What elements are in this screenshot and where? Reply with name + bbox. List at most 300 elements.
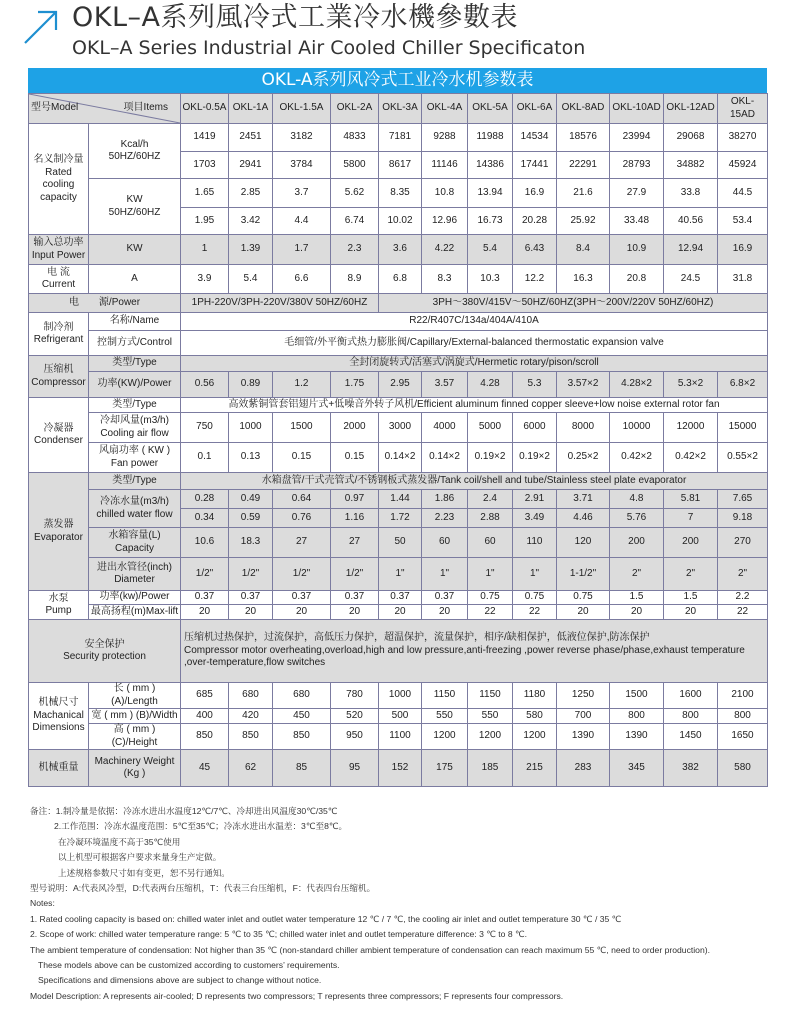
spec-value: 60 — [468, 528, 513, 558]
table-row — [29, 724, 768, 750]
spec-value: 0.37 — [422, 591, 468, 605]
spec-value: 800 — [718, 709, 768, 724]
table-row — [29, 709, 768, 724]
spec-value: 45924 — [718, 152, 768, 179]
spec-value: 17441 — [513, 152, 557, 179]
spec-value: 0.49 — [229, 490, 273, 509]
spec-span-cell: 水箱盘管/干式壳管式/不锈钢板式蒸发器/Tank coil/shell and tube/Stainless steel plate evaporator — [181, 473, 768, 490]
row-label: Machinery Weight (Kg ) — [89, 750, 181, 787]
spec-value: 40.56 — [664, 208, 718, 235]
spec-value: 27 — [331, 528, 379, 558]
spec-value: 0.42×2 — [664, 443, 718, 473]
row-label: 最高扬程(m)Max-lift — [89, 605, 181, 620]
row-label: 制冷剂 Refrigerant — [29, 313, 89, 356]
table-row — [29, 398, 768, 413]
spec-value: 850 — [181, 724, 229, 750]
page-subtitle: OKL–A Series Industrial Air Cooled Chiller Specificaton — [72, 37, 586, 59]
row-label: 风扇功率 ( KW ) Fan power — [89, 443, 181, 473]
note-en: Notes: — [30, 898, 55, 909]
row-label: 输入总功率 Input Power — [29, 235, 89, 265]
spec-value: 0.56 — [181, 372, 229, 398]
spec-span-cell: 3PH～380V/415V～50HZ/60HZ(3PH～200V/220V 50HZ/60HZ) — [379, 294, 768, 313]
spec-value: 0.14×2 — [379, 443, 422, 473]
spec-value: 2.23 — [422, 509, 468, 528]
spec-value: 16.73 — [468, 208, 513, 235]
spec-value: 200 — [664, 528, 718, 558]
spec-value: 5800 — [331, 152, 379, 179]
spec-value: 1703 — [181, 152, 229, 179]
spec-value: 2.91 — [513, 490, 557, 509]
row-label: 水箱容量(L) Capacity — [89, 528, 181, 558]
spec-value: 120 — [557, 528, 610, 558]
spec-value: 2.2 — [718, 591, 768, 605]
spec-value: 20 — [379, 605, 422, 620]
spec-value: 10.9 — [610, 235, 664, 265]
spec-value: 5.4 — [468, 235, 513, 265]
spec-value: 4.28 — [468, 372, 513, 398]
note-cn: 上述规格参数尺寸如有变更，恕不另行通知。 — [58, 867, 230, 878]
spec-value: 8000 — [557, 413, 610, 443]
note-en: These models above can be customized according to customers’ requirements. — [38, 960, 340, 971]
spec-value: 580 — [513, 709, 557, 724]
spec-value: 53.4 — [718, 208, 768, 235]
spec-value: 22 — [513, 605, 557, 620]
spec-value: 4000 — [422, 413, 468, 443]
spec-value: 31.8 — [718, 265, 768, 294]
spec-value: 85 — [273, 750, 331, 787]
model-header: OKL-12AD — [664, 94, 718, 124]
note-cn: 备注：1.制冷量是依据：冷冻水进出水温度12℃/7℃、冷却进出风温度30℃/35℃ — [30, 806, 338, 816]
table-row — [29, 235, 768, 265]
note-en: 1. Rated cooling capacity is based on: chilled water inlet and outlet water temperature 12 ℃ / 7 ℃, the cooling air inlet and outlet temperature 30 ℃ / 35 ℃ — [30, 913, 622, 924]
spec-value: 0.19×2 — [468, 443, 513, 473]
spec-value: 1.95 — [181, 208, 229, 235]
spec-value: 2.95 — [379, 372, 422, 398]
spec-value: 25.92 — [557, 208, 610, 235]
spec-value: 5000 — [468, 413, 513, 443]
spec-value: 1 — [181, 235, 229, 265]
spec-value: 0.14×2 — [422, 443, 468, 473]
spec-value: 283 — [557, 750, 610, 787]
spec-value: 0.28 — [181, 490, 229, 509]
row-label: 类型/Type — [89, 398, 181, 413]
spec-value: 450 — [273, 709, 331, 724]
row-label: 电 源/Power — [29, 294, 181, 313]
spec-value: 2" — [610, 558, 664, 591]
row-label: 名义制冷量 Rated cooling capacity — [29, 124, 89, 235]
spec-value: 10.8 — [422, 179, 468, 208]
spec-value: 95 — [331, 750, 379, 787]
spec-value: 33.48 — [610, 208, 664, 235]
row-label: Kcal/h 50HZ/60HZ — [89, 124, 181, 179]
spec-value: 580 — [718, 750, 768, 787]
spec-value: 16.9 — [718, 235, 768, 265]
spec-value: 1200 — [468, 724, 513, 750]
spec-value: 50 — [379, 528, 422, 558]
spec-value: 1250 — [557, 683, 610, 709]
arrow-up-right-icon — [22, 6, 62, 46]
table-row — [29, 313, 768, 331]
spec-value: 345 — [610, 750, 664, 787]
spec-value: 1000 — [379, 683, 422, 709]
spec-value: 0.75 — [468, 591, 513, 605]
spec-value: 14386 — [468, 152, 513, 179]
row-label: 冷凝器 Condenser — [29, 398, 89, 473]
spec-value: 680 — [229, 683, 273, 709]
notes — [30, 804, 789, 1004]
spec-value: 3.7 — [273, 179, 331, 208]
spec-value: 800 — [664, 709, 718, 724]
note-en: 2. Scope of work: chilled water temperature range: 5 ℃ to 35 ℃; chilled water inlet and outlet temperature difference: 3 ℃ to 8 ℃. — [30, 929, 528, 940]
row-label: 压缩机 Compressor — [29, 356, 89, 398]
spec-value: 1450 — [664, 724, 718, 750]
spec-value: 20 — [557, 605, 610, 620]
spec-value: 2.3 — [331, 235, 379, 265]
spec-value: 23994 — [610, 124, 664, 152]
spec-value: 3.57×2 — [557, 372, 610, 398]
spec-value: 0.37 — [229, 591, 273, 605]
spec-value: 28793 — [610, 152, 664, 179]
spec-value: 1" — [513, 558, 557, 591]
spec-value: 33.8 — [664, 179, 718, 208]
spec-value: 62 — [229, 750, 273, 787]
model-header: OKL-2A — [331, 94, 379, 124]
spec-value: 2100 — [718, 683, 768, 709]
table-row — [29, 331, 768, 356]
table-row — [29, 750, 768, 787]
spec-value: 20 — [664, 605, 718, 620]
table-row — [29, 473, 768, 490]
spec-value: 12000 — [664, 413, 718, 443]
row-label: 类型/Type — [89, 473, 181, 490]
row-label: 进出水管径(inch) Diameter — [89, 558, 181, 591]
note-cn: 2.工作范围：冷冻水温度范围：5℃至35℃；冷冻水进出水温差：3℃至8℃。 — [54, 821, 348, 832]
row-label: 机械尺寸 Machanical Dimensions — [29, 683, 89, 750]
spec-value: 22 — [718, 605, 768, 620]
spec-value: 2451 — [229, 124, 273, 152]
spec-value: 12.96 — [422, 208, 468, 235]
row-label: 安全保护 Security protection — [29, 620, 181, 683]
spec-value: 2.4 — [468, 490, 513, 509]
spec-value: 420 — [229, 709, 273, 724]
spec-value: 44.5 — [718, 179, 768, 208]
spec-value: 500 — [379, 709, 422, 724]
spec-value: 0.75 — [513, 591, 557, 605]
spec-value: 12.94 — [664, 235, 718, 265]
spec-value: 8.9 — [331, 265, 379, 294]
spec-span-cell: 压缩机过热保护，过流保护，高低压力保护，超温保护，流量保护，相序/缺相保护，低液位保护,防冻保护 Compressor motor overheating,overload,high and low pressure,anti-freezing ,power reverse phase/phase,exhaust temperature ,over-temperature,flow switches — [181, 620, 768, 683]
spec-value: 27.9 — [610, 179, 664, 208]
spec-value: 800 — [610, 709, 664, 724]
model-header: OKL-6A — [513, 94, 557, 124]
model-header: OKL-15AD — [718, 94, 768, 124]
spec-value: 16.9 — [513, 179, 557, 208]
spec-value: 7181 — [379, 124, 422, 152]
spec-value: 382 — [664, 750, 718, 787]
spec-value: 3000 — [379, 413, 422, 443]
spec-value: 6.8 — [379, 265, 422, 294]
spec-value: 45 — [181, 750, 229, 787]
spec-value: 8.3 — [422, 265, 468, 294]
spec-value: 950 — [331, 724, 379, 750]
note-en: Model Description: A represents air-cooled; D represents two compressors; T represents three compressors; F represents four compressors. — [30, 990, 564, 1001]
table-row — [29, 443, 768, 473]
spec-value: 1" — [422, 558, 468, 591]
table-row — [29, 490, 768, 509]
table-row — [29, 591, 768, 605]
spec-span-cell: R22/R407C/134a/404A/410A — [181, 313, 768, 331]
spec-value: 3.49 — [513, 509, 557, 528]
spec-value: 1" — [468, 558, 513, 591]
spec-value: 3.9 — [181, 265, 229, 294]
table-row — [29, 265, 768, 294]
spec-value: 20 — [181, 605, 229, 620]
row-label: 功率(kw)/Power — [89, 591, 181, 605]
model-header: OKL-10AD — [610, 94, 664, 124]
spec-value: 0.37 — [331, 591, 379, 605]
table-row — [29, 124, 768, 152]
spec-value: 850 — [273, 724, 331, 750]
spec-value: 5.3 — [513, 372, 557, 398]
spec-value: 1150 — [422, 683, 468, 709]
note-en: Specifications and dimensions above are subject to change without notice. — [38, 975, 322, 986]
spec-value: 1200 — [513, 724, 557, 750]
spec-value: 550 — [468, 709, 513, 724]
spec-value: 3784 — [273, 152, 331, 179]
table-row — [29, 528, 768, 558]
spec-value: 5.76 — [610, 509, 664, 528]
spec-value: 5.4 — [229, 265, 273, 294]
row-label: 冷却风量(m3/h) Cooling air flow — [89, 413, 181, 443]
spec-value: 1390 — [557, 724, 610, 750]
model-header: OKL-3A — [379, 94, 422, 124]
note-en: The ambient temperature of condensation: Not higher than 35 ℃ (non-standard chiller ambient temperature of condensation can reach maximum 55 ℃, need to order production). — [30, 944, 710, 955]
spec-value: 0.15 — [331, 443, 379, 473]
spec-value: 3.57 — [422, 372, 468, 398]
spec-value: 2.88 — [468, 509, 513, 528]
row-label: 水泵 Pump — [29, 591, 89, 620]
spec-value: 0.37 — [273, 591, 331, 605]
spec-value: 1.7 — [273, 235, 331, 265]
table-row — [29, 605, 768, 620]
spec-value: 1000 — [229, 413, 273, 443]
spec-value: 7 — [664, 509, 718, 528]
note-cn: 型号说明：A:代表风冷型，D:代表两台压缩机，T：代表三台压缩机，F：代表四台压缩机。 — [30, 883, 376, 894]
spec-value: 5.3×2 — [664, 372, 718, 398]
spec-value: 520 — [331, 709, 379, 724]
spec-value: 5.81 — [664, 490, 718, 509]
spec-value: 0.42×2 — [610, 443, 664, 473]
spec-value: 1.75 — [331, 372, 379, 398]
row-label: 机械重量 — [29, 750, 89, 787]
spec-value: 780 — [331, 683, 379, 709]
spec-value: 1180 — [513, 683, 557, 709]
spec-value: 0.1 — [181, 443, 229, 473]
model-label: 型号Model — [31, 102, 79, 113]
spec-value: 20 — [273, 605, 331, 620]
spec-value: 2941 — [229, 152, 273, 179]
spec-value: 152 — [379, 750, 422, 787]
spec-value: 9288 — [422, 124, 468, 152]
spec-value: 200 — [610, 528, 664, 558]
spec-value: 22 — [468, 605, 513, 620]
spec-value: 15000 — [718, 413, 768, 443]
spec-value: 0.75 — [557, 591, 610, 605]
spec-value: 6.6 — [273, 265, 331, 294]
spec-value: 1/2" — [331, 558, 379, 591]
spec-value: 2" — [664, 558, 718, 591]
spec-value: 270 — [718, 528, 768, 558]
spec-value: 1" — [379, 558, 422, 591]
model-header: OKL-8AD — [557, 94, 610, 124]
model-header: OKL-1A — [229, 94, 273, 124]
spec-value: 550 — [422, 709, 468, 724]
spec-value: 0.34 — [181, 509, 229, 528]
table-row — [29, 372, 768, 398]
table-row — [29, 683, 768, 709]
spec-value: 1100 — [379, 724, 422, 750]
spec-value: 20 — [331, 605, 379, 620]
spec-value: 8617 — [379, 152, 422, 179]
spec-value: 0.64 — [273, 490, 331, 509]
spec-value: 10.6 — [181, 528, 229, 558]
spec-value: 6000 — [513, 413, 557, 443]
model-header-row — [29, 94, 768, 124]
spec-value: 2" — [718, 558, 768, 591]
model-items-corner — [29, 94, 181, 124]
spec-value: 12.2 — [513, 265, 557, 294]
spec-value: 0.25×2 — [557, 443, 610, 473]
spec-value: 1650 — [718, 724, 768, 750]
spec-value: 215 — [513, 750, 557, 787]
row-label: 功率(KW)/Power — [89, 372, 181, 398]
spec-value: 185 — [468, 750, 513, 787]
spec-value: 8.35 — [379, 179, 422, 208]
spec-value: 9.18 — [718, 509, 768, 528]
spec-value: 0.19×2 — [513, 443, 557, 473]
spec-value: 10.3 — [468, 265, 513, 294]
spec-value: 1.65 — [181, 179, 229, 208]
spec-value: 1.2 — [273, 372, 331, 398]
spec-value: 18.3 — [229, 528, 273, 558]
spec-value: 680 — [273, 683, 331, 709]
spec-value: 1.44 — [379, 490, 422, 509]
spec-value: 4833 — [331, 124, 379, 152]
spec-value: 4.28×2 — [610, 372, 664, 398]
spec-value: 8.4 — [557, 235, 610, 265]
spec-value: 1390 — [610, 724, 664, 750]
spec-value: 400 — [181, 709, 229, 724]
table-row — [29, 413, 768, 443]
page-header — [0, 0, 789, 68]
spec-span-cell: 高效紫铜管套铝翅片式+低噪音外转子风机/Efficient aluminum finned copper sleeve+low noise external rotor fan — [181, 398, 768, 413]
spec-value: 10.02 — [379, 208, 422, 235]
spec-value: 1.5 — [610, 591, 664, 605]
spec-value: 2.85 — [229, 179, 273, 208]
row-label: 类型/Type — [89, 356, 181, 372]
table-row — [29, 356, 768, 372]
spec-value: 7.65 — [718, 490, 768, 509]
spec-value: 110 — [513, 528, 557, 558]
spec-value: 14534 — [513, 124, 557, 152]
table-banner: OKL-A系列风冷式工业冷水机参数表 — [28, 68, 767, 93]
model-header: OKL-5A — [468, 94, 513, 124]
spec-value: 6.8×2 — [718, 372, 768, 398]
row-label: 冷冻水量(m3/h) chilled water flow — [89, 490, 181, 528]
spec-value: 11988 — [468, 124, 513, 152]
spec-value: 22291 — [557, 152, 610, 179]
page-title: OKL–A系列風冷式工業冷水機參數表 — [72, 2, 518, 33]
spec-value: 1.72 — [379, 509, 422, 528]
row-label: 电 流 Current — [29, 265, 89, 294]
spec-value: 3.6 — [379, 235, 422, 265]
spec-value: 16.3 — [557, 265, 610, 294]
row-label: KW 50HZ/60HZ — [89, 179, 181, 235]
spec-value: 1/2" — [273, 558, 331, 591]
table-row — [29, 620, 768, 683]
spec-value: 1.86 — [422, 490, 468, 509]
table-row — [29, 294, 768, 313]
spec-value: 1-1/2" — [557, 558, 610, 591]
row-label: 名称/Name — [89, 313, 181, 331]
spec-value: 1.39 — [229, 235, 273, 265]
note-cn: 在冷凝环境温度不高于35℃使用 — [58, 836, 181, 847]
spec-value: 18576 — [557, 124, 610, 152]
spec-value: 20 — [422, 605, 468, 620]
spec-table — [28, 93, 768, 787]
spec-value: 4.8 — [610, 490, 664, 509]
model-header: OKL-0.5A — [181, 94, 229, 124]
spec-value: 1.5 — [664, 591, 718, 605]
spec-value: 4.22 — [422, 235, 468, 265]
spec-value: 0.89 — [229, 372, 273, 398]
spec-value: 0.59 — [229, 509, 273, 528]
spec-value: 0.37 — [181, 591, 229, 605]
spec-value: 1150 — [468, 683, 513, 709]
spec-value: 1419 — [181, 124, 229, 152]
row-label: 高 ( mm ) (C)/Height — [89, 724, 181, 750]
spec-value: 4.4 — [273, 208, 331, 235]
table-row — [29, 558, 768, 591]
spec-value: 3.42 — [229, 208, 273, 235]
spec-value: 0.15 — [273, 443, 331, 473]
table-row — [29, 179, 768, 208]
spec-value: 11146 — [422, 152, 468, 179]
spec-value: 2000 — [331, 413, 379, 443]
spec-value: 700 — [557, 709, 610, 724]
note-cn: 以上机型可根据客户要求来量身生产定做。 — [58, 852, 222, 863]
spec-span-cell: 全封闭旋转式/活塞式/涡旋式/Hermetic rotary/pison/scroll — [181, 356, 768, 372]
spec-value: 6.74 — [331, 208, 379, 235]
spec-value: 34882 — [664, 152, 718, 179]
spec-value: 29068 — [664, 124, 718, 152]
spec-span-cell: 毛细管/外平衡式热力膨胀阀/Capillary/External-balanced thermostatic expansion valve — [181, 331, 768, 356]
items-label: 项目Items — [123, 102, 168, 113]
spec-value: 1/2" — [181, 558, 229, 591]
spec-value: 685 — [181, 683, 229, 709]
spec-value: 1500 — [273, 413, 331, 443]
row-label: 蒸发器 Evaporator — [29, 473, 89, 591]
spec-value: 60 — [422, 528, 468, 558]
spec-value: 0.13 — [229, 443, 273, 473]
spec-span-cell: 1PH-220V/3PH-220V/380V 50HZ/60HZ — [181, 294, 379, 313]
spec-value: 0.55×2 — [718, 443, 768, 473]
row-label: A — [89, 265, 181, 294]
spec-value: 6.43 — [513, 235, 557, 265]
spec-value: 21.6 — [557, 179, 610, 208]
spec-value: 0.76 — [273, 509, 331, 528]
model-header: OKL-1.5A — [273, 94, 331, 124]
